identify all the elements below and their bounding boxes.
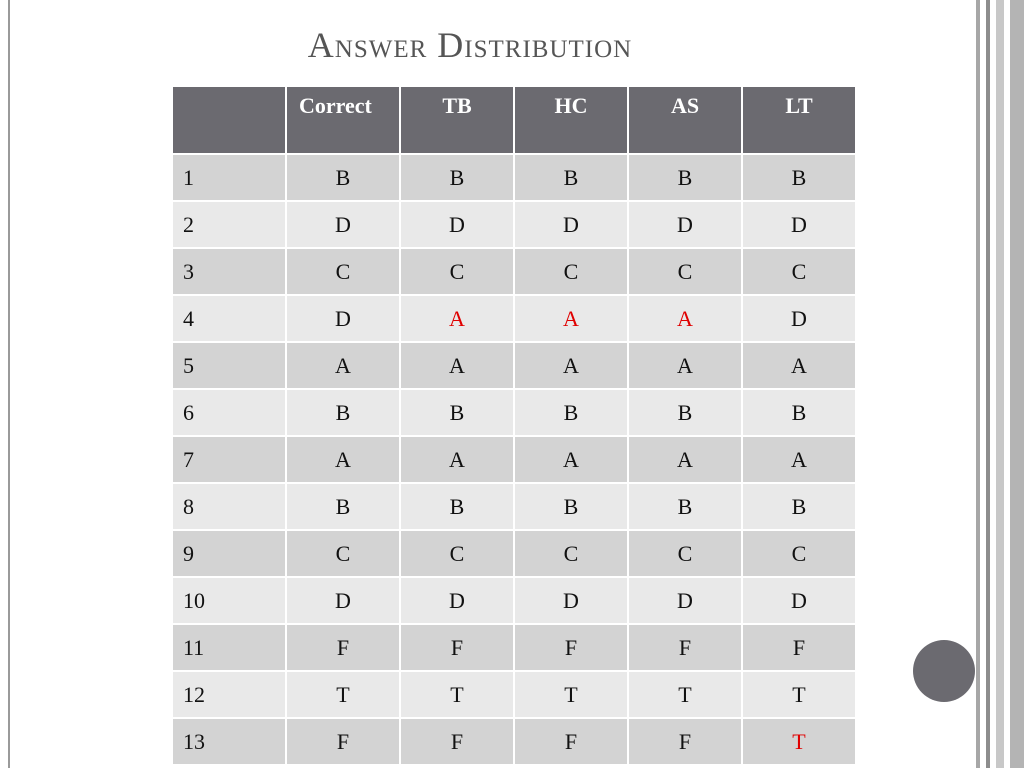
correct-answer-cell: T (286, 671, 400, 718)
table-body (172, 154, 856, 765)
table-row (172, 295, 856, 342)
answer-cell: B (514, 389, 628, 436)
answer-cell: D (400, 201, 514, 248)
answer-cell: A (400, 342, 514, 389)
answer-cell: F (400, 718, 514, 765)
answer-distribution-table (171, 85, 857, 766)
question-number-cell: 3 (172, 248, 286, 295)
slide-title: Answer Distribution (307, 25, 633, 65)
correct-answer-cell: A (286, 342, 400, 389)
answer-cell: F (742, 624, 856, 671)
answer-cell: A (514, 436, 628, 483)
correct-answer-cell: C (286, 530, 400, 577)
question-number-cell: 2 (172, 201, 286, 248)
answer-cell: A (400, 436, 514, 483)
header-cell-lt: LT (742, 86, 856, 154)
answer-cell: B (628, 154, 742, 201)
answer-cell: B (400, 483, 514, 530)
table-row (172, 530, 856, 577)
correct-answer-cell: C (286, 248, 400, 295)
question-number-cell: 6 (172, 389, 286, 436)
table-row (172, 154, 856, 201)
header-cell-tb: TB (400, 86, 514, 154)
answer-cell: A (400, 295, 514, 342)
answer-cell: B (400, 154, 514, 201)
header-cell-correct: Correct (286, 86, 400, 154)
answer-cell: C (628, 530, 742, 577)
correct-answer-cell: B (286, 154, 400, 201)
correct-answer-cell: A (286, 436, 400, 483)
answer-cell: F (514, 718, 628, 765)
frame-bar (996, 0, 1004, 768)
table-row (172, 201, 856, 248)
answer-cell: D (514, 201, 628, 248)
correct-answer-cell: B (286, 483, 400, 530)
answer-cell: D (628, 201, 742, 248)
frame-bar (1010, 0, 1024, 768)
header-cell-hc: HC (514, 86, 628, 154)
answer-cell: C (514, 248, 628, 295)
answer-cell: C (514, 530, 628, 577)
table-row (172, 718, 856, 765)
answer-cell: B (400, 389, 514, 436)
answer-cell: C (742, 248, 856, 295)
table-row (172, 342, 856, 389)
correct-answer-cell: D (286, 201, 400, 248)
answer-cell: B (514, 154, 628, 201)
table-row (172, 624, 856, 671)
header-cell-as: AS (628, 86, 742, 154)
question-number-cell: 11 (172, 624, 286, 671)
answer-cell: A (628, 295, 742, 342)
answer-cell: A (514, 342, 628, 389)
correct-answer-cell: F (286, 718, 400, 765)
table-row (172, 248, 856, 295)
correct-answer-cell: F (286, 624, 400, 671)
answer-cell: D (514, 577, 628, 624)
answer-cell: B (514, 483, 628, 530)
table-row (172, 483, 856, 530)
answer-cell: C (628, 248, 742, 295)
answer-cell: A (742, 342, 856, 389)
table-row (172, 389, 856, 436)
answer-cell: B (742, 389, 856, 436)
question-number-cell: 5 (172, 342, 286, 389)
answer-cell: C (400, 248, 514, 295)
answer-cell: A (514, 295, 628, 342)
question-number-cell: 1 (172, 154, 286, 201)
decorative-circle (913, 640, 975, 702)
left-border-line (8, 0, 10, 768)
answer-cell: T (742, 718, 856, 765)
header-cell (172, 86, 286, 154)
frame-bar (976, 0, 980, 768)
answer-cell: B (742, 483, 856, 530)
answer-cell: F (514, 624, 628, 671)
answer-cell: A (742, 436, 856, 483)
question-number-cell: 12 (172, 671, 286, 718)
answer-cell: B (628, 389, 742, 436)
answer-cell: T (628, 671, 742, 718)
answer-cell: T (514, 671, 628, 718)
answer-cell: A (628, 436, 742, 483)
answer-cell: C (742, 530, 856, 577)
question-number-cell: 8 (172, 483, 286, 530)
answer-cell: T (742, 671, 856, 718)
right-decorative-frame (976, 0, 1024, 768)
answer-cell: D (742, 577, 856, 624)
answer-cell: A (628, 342, 742, 389)
answer-cell: T (400, 671, 514, 718)
answer-cell: D (400, 577, 514, 624)
table-row (172, 671, 856, 718)
answer-cell: D (742, 295, 856, 342)
table-row (172, 577, 856, 624)
answer-cell: C (400, 530, 514, 577)
answer-cell: F (628, 718, 742, 765)
answer-cell: B (742, 154, 856, 201)
table-row (172, 436, 856, 483)
table-header-row (172, 86, 856, 154)
answer-cell: D (628, 577, 742, 624)
answer-cell: B (628, 483, 742, 530)
question-number-cell: 9 (172, 530, 286, 577)
correct-answer-cell: D (286, 577, 400, 624)
question-number-cell: 7 (172, 436, 286, 483)
question-number-cell: 10 (172, 577, 286, 624)
answer-cell: D (742, 201, 856, 248)
correct-answer-cell: D (286, 295, 400, 342)
answer-cell: F (628, 624, 742, 671)
answer-cell: F (400, 624, 514, 671)
frame-bar (986, 0, 990, 768)
correct-answer-cell: B (286, 389, 400, 436)
question-number-cell: 13 (172, 718, 286, 765)
question-number-cell: 4 (172, 295, 286, 342)
